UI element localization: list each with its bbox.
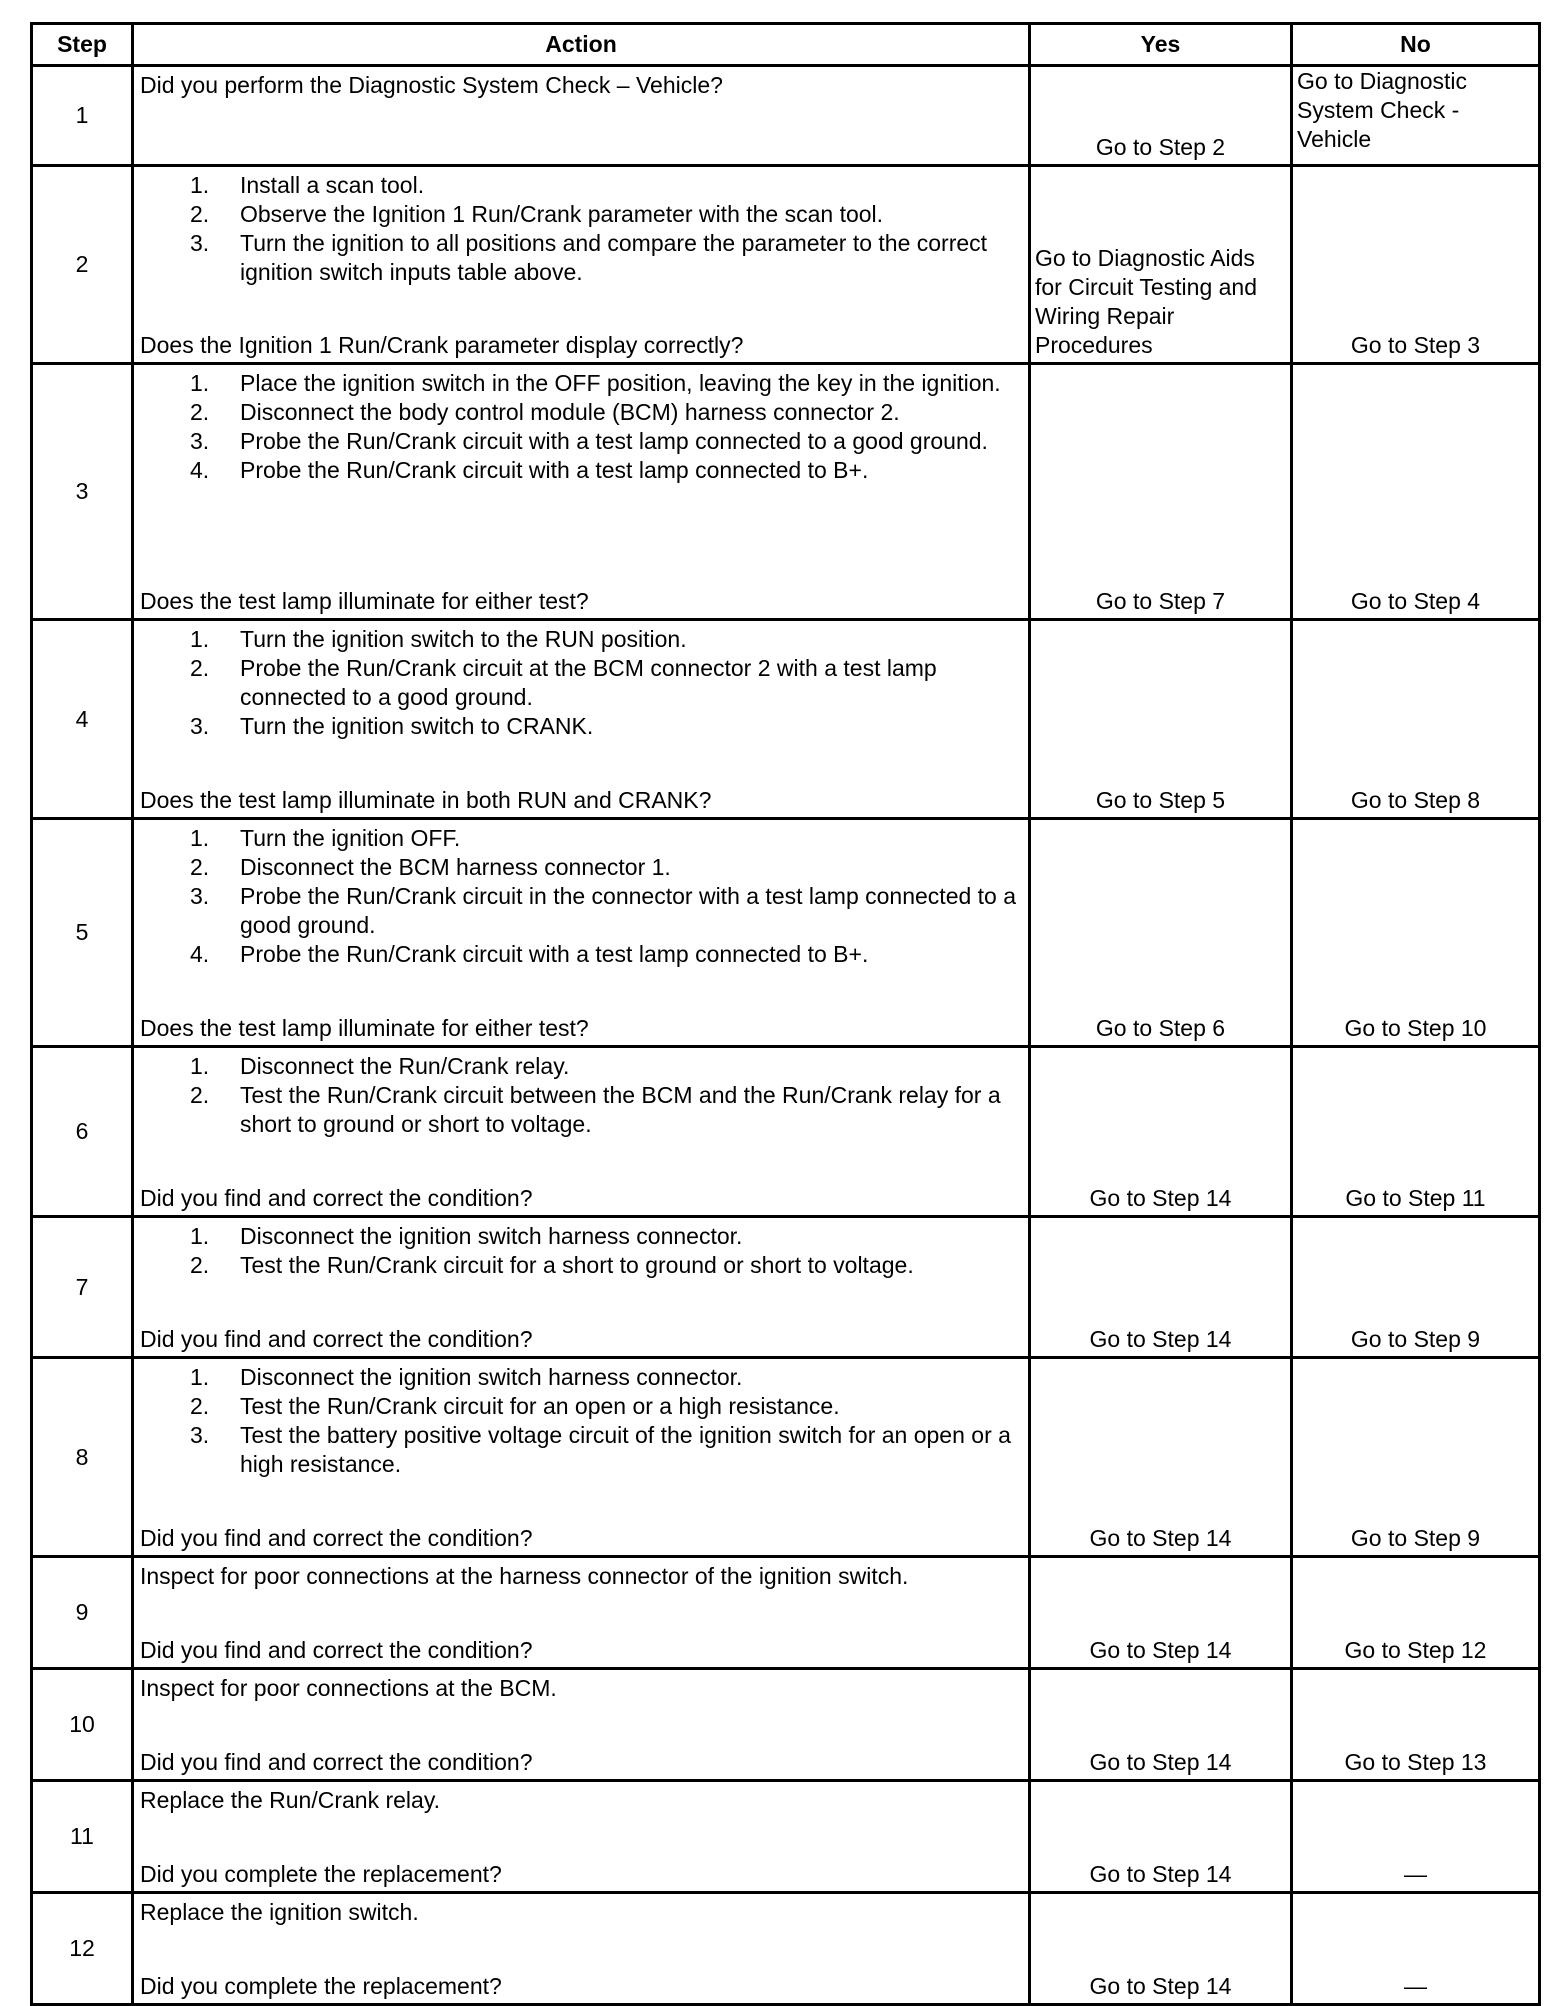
action-content (140, 1562, 1022, 1665)
list-item (140, 229, 1022, 287)
table-row (32, 1557, 1540, 1669)
table-row (32, 819, 1540, 1047)
action-list (140, 1363, 1022, 1479)
list-item-number: 1. (190, 172, 210, 198)
no-result: Go to Step 9 (1292, 1358, 1540, 1557)
yes-result: Go to Step 2 (1030, 66, 1292, 166)
yes-result: Go to Step 6 (1030, 819, 1292, 1047)
action-instructions (140, 1898, 1022, 1927)
list-item-text: Disconnect the BCM harness connector 1. (240, 854, 671, 880)
list-item-number: 1. (190, 370, 210, 396)
action-cell (133, 1781, 1030, 1893)
no-result: Go to Step 4 (1292, 364, 1540, 620)
action-instructions (140, 1222, 1022, 1280)
action-content (140, 1363, 1022, 1553)
yes-result: Go to Step 14 (1030, 1358, 1292, 1557)
step-number: 5 (32, 819, 133, 1047)
header-step: Step (32, 24, 133, 66)
list-item-text: Test the Run/Crank circuit for a short to ground or short to voltage. (240, 1252, 914, 1278)
step-number: 1 (32, 66, 133, 166)
action-instructions (140, 625, 1022, 741)
yes-result: Go to Step 14 (1030, 1557, 1292, 1669)
list-item-text: Disconnect the Run/Crank relay. (240, 1053, 570, 1079)
list-item-number: 1. (190, 626, 210, 652)
action-lead-text: Replace the ignition switch. (140, 1899, 419, 1925)
list-item-text: Turn the ignition switch to the RUN position. (240, 626, 687, 652)
action-instructions (140, 1674, 1022, 1703)
list-item-text: Probe the Run/Crank circuit in the connector with a test lamp connected to a good ground. (240, 883, 1017, 938)
action-content (140, 1898, 1022, 2001)
action-content (140, 625, 1022, 815)
list-item (140, 1052, 1022, 1081)
step-number: 3 (32, 364, 133, 620)
no-result: Go to Step 10 (1292, 819, 1540, 1047)
list-item-number: 3. (190, 428, 210, 454)
list-item (140, 712, 1022, 741)
list-item (140, 824, 1022, 853)
yes-result: Go to Step 14 (1030, 1669, 1292, 1781)
list-item-number: 2. (190, 655, 210, 681)
list-item-number: 2. (190, 854, 210, 880)
yes-result: Go to Step 7 (1030, 364, 1292, 620)
header-yes: Yes (1030, 24, 1292, 66)
action-list (140, 1052, 1022, 1139)
yes-result: Go to Step 14 (1030, 1217, 1292, 1358)
action-list (140, 1222, 1022, 1280)
no-result: Go to Step 13 (1292, 1669, 1540, 1781)
list-item-text: Test the Run/Crank circuit between the BCM and the Run/Crank relay for a short to ground or short to voltage. (240, 1082, 1001, 1137)
no-result: Go to Step 8 (1292, 620, 1540, 819)
no-result: Go to Step 12 (1292, 1557, 1540, 1669)
table-body (32, 66, 1540, 2005)
list-item (140, 853, 1022, 882)
action-question: Did you find and correct the condition? (140, 1525, 533, 1551)
step-number: 9 (32, 1557, 133, 1669)
action-cell (133, 1217, 1030, 1358)
action-content (140, 71, 1022, 162)
action-cell (133, 66, 1030, 166)
action-question: Did you find and correct the condition? (140, 1637, 533, 1663)
action-cell (133, 819, 1030, 1047)
list-item-number: 1. (190, 1364, 210, 1390)
action-question: Did you find and correct the condition? (140, 1185, 533, 1211)
action-list (140, 824, 1022, 969)
no-result: Go to Step 9 (1292, 1217, 1540, 1358)
list-item-number: 2. (190, 399, 210, 425)
table-row (32, 66, 1540, 166)
yes-result: Go to Step 14 (1030, 1781, 1292, 1893)
action-content (140, 824, 1022, 1043)
yes-result: Go to Diagnostic Aids for Circuit Testing and Wiring Repair Procedures (1030, 166, 1292, 364)
list-item-text: Probe the Run/Crank circuit with a test lamp connected to a good ground. (240, 428, 988, 454)
yes-result: Go to Step 5 (1030, 620, 1292, 819)
step-number: 11 (32, 1781, 133, 1893)
action-cell (133, 1893, 1030, 2005)
action-cell (133, 1047, 1030, 1217)
diagnostic-table (30, 22, 1541, 2006)
table-row (32, 166, 1540, 364)
action-instructions (140, 1562, 1022, 1591)
list-item-number: 1. (190, 1053, 210, 1079)
action-lead-text: Inspect for poor connections at the harness connector of the ignition switch. (140, 1563, 909, 1589)
action-cell (133, 1557, 1030, 1669)
list-item-text: Disconnect the ignition switch harness connector. (240, 1364, 743, 1390)
list-item (140, 1392, 1022, 1421)
list-item-number: 2. (190, 201, 210, 227)
action-question: Does the Ignition 1 Run/Crank parameter display correctly? (140, 332, 744, 358)
step-number: 12 (32, 1893, 133, 2005)
no-result: — (1292, 1893, 1540, 2005)
action-question: Does the test lamp illuminate in both RUN and CRANK? (140, 787, 712, 813)
table-row (32, 1669, 1540, 1781)
table-row (32, 1047, 1540, 1217)
list-item-number: 2. (190, 1252, 210, 1278)
list-item-text: Turn the ignition switch to CRANK. (240, 713, 594, 739)
list-item-text: Disconnect the body control module (BCM) harness connector 2. (240, 399, 900, 425)
list-item-number: 3. (190, 230, 210, 256)
list-item-number: 3. (190, 1422, 210, 1448)
list-item-number: 1. (190, 825, 210, 851)
list-item-text: Turn the ignition to all positions and compare the parameter to the correct ignition switch inputs table above. (240, 230, 988, 285)
table-row (32, 1893, 1540, 2005)
action-content (140, 369, 1022, 616)
list-item-text: Test the battery positive voltage circuit of the ignition switch for an open or a high resistance. (240, 1422, 1011, 1477)
list-item-text: Place the ignition switch in the OFF position, leaving the key in the ignition. (240, 370, 1001, 396)
list-item-number: 4. (190, 941, 210, 967)
table-row (32, 364, 1540, 620)
action-lead-text: Inspect for poor connections at the BCM. (140, 1675, 557, 1701)
step-number: 2 (32, 166, 133, 364)
no-result: Go to Step 3 (1292, 166, 1540, 364)
list-item (140, 1421, 1022, 1479)
list-item (140, 398, 1022, 427)
list-item (140, 200, 1022, 229)
action-instructions (140, 369, 1022, 485)
list-item-text: Test the Run/Crank circuit for an open or a high resistance. (240, 1393, 840, 1419)
action-question: Did you complete the replacement? (140, 1973, 502, 1999)
action-question: Did you find and correct the condition? (140, 1749, 533, 1775)
list-item-number: 1. (190, 1223, 210, 1249)
list-item (140, 1081, 1022, 1139)
header-row (32, 24, 1540, 66)
list-item-text: Install a scan tool. (240, 172, 425, 198)
list-item-text: Probe the Run/Crank circuit with a test lamp connected to B+. (240, 457, 869, 483)
action-content (140, 1786, 1022, 1889)
list-item (140, 1363, 1022, 1392)
action-question: Does the test lamp illuminate for either test? (140, 1015, 589, 1041)
list-item-number: 2. (190, 1082, 210, 1108)
table-row (32, 620, 1540, 819)
list-item-number: 2. (190, 1393, 210, 1419)
table-row (32, 1781, 1540, 1893)
action-question: Did you complete the replacement? (140, 1861, 502, 1887)
action-instructions (140, 71, 1022, 100)
yes-result: Go to Step 14 (1030, 1893, 1292, 2005)
action-cell (133, 1358, 1030, 1557)
action-cell (133, 364, 1030, 620)
list-item (140, 940, 1022, 969)
action-content (140, 1222, 1022, 1354)
no-result: — (1292, 1781, 1540, 1893)
list-item (140, 654, 1022, 712)
action-content (140, 171, 1022, 360)
list-item (140, 427, 1022, 456)
header-action: Action (133, 24, 1030, 66)
action-instructions (140, 824, 1022, 969)
header-no: No (1292, 24, 1540, 66)
list-item-text: Disconnect the ignition switch harness connector. (240, 1223, 743, 1249)
list-item-number: 4. (190, 457, 210, 483)
action-instructions (140, 1363, 1022, 1479)
step-number: 7 (32, 1217, 133, 1358)
step-number: 6 (32, 1047, 133, 1217)
action-cell (133, 166, 1030, 364)
list-item-text: Probe the Run/Crank circuit at the BCM connector 2 with a test lamp connected to a good ground. (240, 655, 937, 710)
action-instructions (140, 171, 1022, 287)
list-item (140, 882, 1022, 940)
list-item (140, 625, 1022, 654)
action-list (140, 369, 1022, 485)
no-result: Go to Step 11 (1292, 1047, 1540, 1217)
action-cell (133, 620, 1030, 819)
list-item (140, 171, 1022, 200)
action-instructions (140, 1786, 1022, 1815)
list-item (140, 1222, 1022, 1251)
step-number: 4 (32, 620, 133, 819)
action-content (140, 1052, 1022, 1213)
list-item-text: Turn the ignition OFF. (240, 825, 461, 851)
step-number: 8 (32, 1358, 133, 1557)
list-item (140, 369, 1022, 398)
table-row (32, 1358, 1540, 1557)
no-result: Go to Diagnostic System Check - Vehicle (1292, 66, 1540, 166)
list-item-number: 3. (190, 883, 210, 909)
yes-result: Go to Step 14 (1030, 1047, 1292, 1217)
action-content (140, 1674, 1022, 1777)
list-item-number: 3. (190, 713, 210, 739)
table-row (32, 1217, 1540, 1358)
list-item-text: Probe the Run/Crank circuit with a test lamp connected to B+. (240, 941, 869, 967)
action-list (140, 171, 1022, 287)
action-question: Does the test lamp illuminate for either test? (140, 588, 589, 614)
action-question: Did you find and correct the condition? (140, 1326, 533, 1352)
list-item (140, 456, 1022, 485)
action-list (140, 625, 1022, 741)
list-item-text: Observe the Ignition 1 Run/Crank parameter with the scan tool. (240, 201, 884, 227)
action-instructions (140, 1052, 1022, 1139)
action-cell (133, 1669, 1030, 1781)
action-lead-text: Did you perform the Diagnostic System Check – Vehicle? (140, 72, 723, 98)
step-number: 10 (32, 1669, 133, 1781)
list-item (140, 1251, 1022, 1280)
action-lead-text: Replace the Run/Crank relay. (140, 1787, 440, 1813)
